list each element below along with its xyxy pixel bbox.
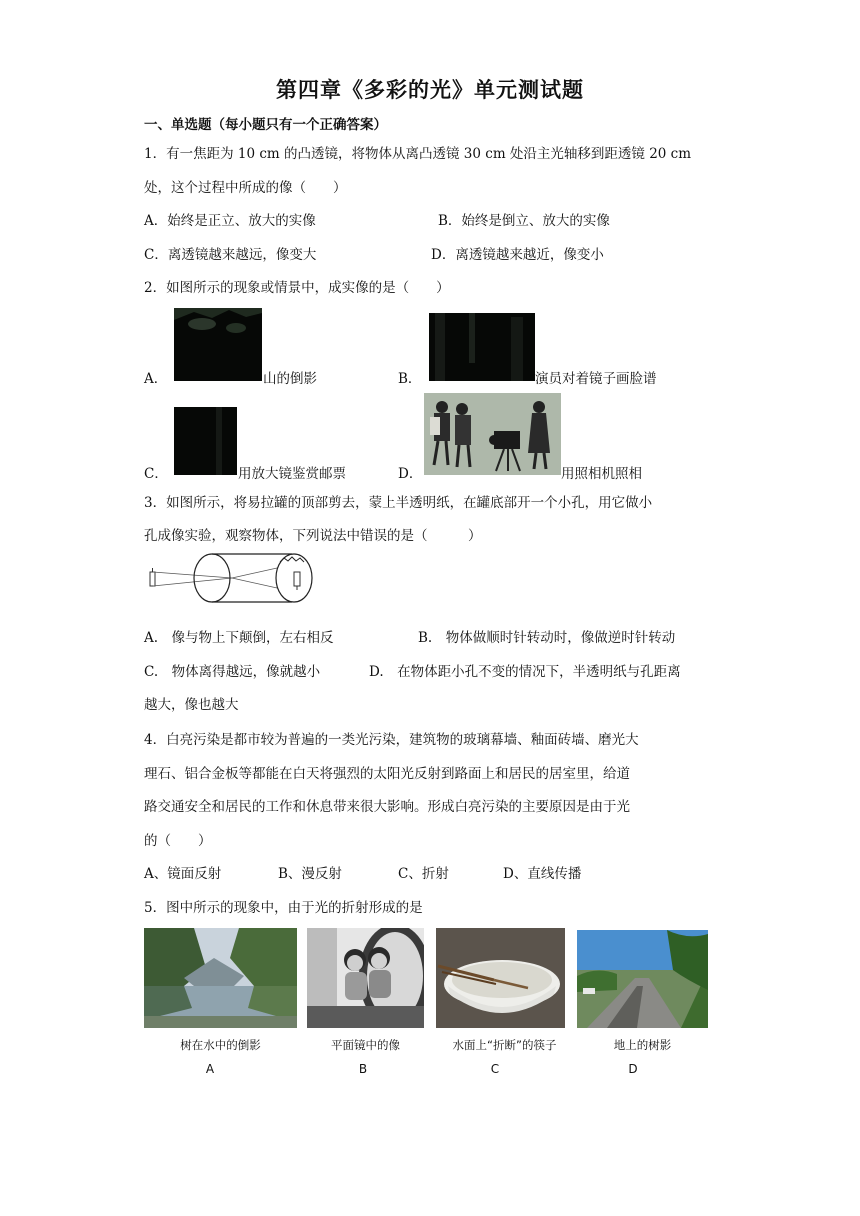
q2-option-a-text: 山的倒影	[263, 371, 317, 387]
q5-caption-b: 平面镜中的像	[331, 1038, 400, 1052]
q5-caption-a: 树在水中的倒影	[180, 1038, 261, 1052]
q2-option-d-letter: D．	[398, 466, 423, 482]
q5-photo-a-tree-reflection	[144, 928, 297, 1028]
q2-option-c-photo-magnifier-stamp	[174, 407, 237, 475]
q5-caption-c: 水面上“折断”的筷子	[452, 1038, 557, 1052]
q2-option-d-text: 用照相机照相	[561, 466, 642, 482]
q5-photo-d-tree-shadows	[577, 930, 708, 1028]
q1-option-a: A．始终是正立、放大的实像	[144, 213, 316, 229]
q2-option-c-letter: C．	[144, 466, 168, 482]
q4-option-d: D、直线传播	[503, 866, 582, 882]
q4-stem-line4: 的（ ）	[144, 833, 212, 849]
q4-stem-line1: 4．白亮污染是都市较为普遍的一类光污染，建筑物的玻璃幕墙、釉面砖墙、磨光大	[144, 732, 639, 748]
q2-option-b-text: 演员对着镜子画脸谱	[535, 371, 657, 387]
q3-stem-line1: 3．如图所示，将易拉罐的顶部剪去，蒙上半透明纸，在罐底部开一个小孔，用它做小	[144, 495, 653, 511]
section-heading: 一、单选题（每小题只有一个正确答案）	[144, 117, 387, 133]
q1-stem-line2: 处，这个过程中所成的像（ ）	[144, 180, 347, 196]
q2-option-b-letter: B．	[398, 371, 422, 387]
q5-option-c-letter: C	[490, 1062, 500, 1076]
q1-option-d: D．离透镜越来越近，像变小	[431, 247, 604, 263]
q3-pinhole-camera-diagram	[144, 552, 316, 604]
q3-option-d-line1: D. 在物体距小孔不变的情况下，半透明纸与孔距离	[369, 664, 681, 680]
q5-option-d-letter: D	[628, 1062, 638, 1076]
q3-option-c: C. 物体离得越远，像就越小	[144, 664, 321, 680]
q1-stem-line1: 1．有一焦距为 10 cm 的凸透镜，将物体从离凸透镜 30 cm 处沿主光轴移到距透镜 20 cm	[144, 146, 692, 162]
q2-stem: 2．如图所示的现象或情景中，成实像的是（ ）	[144, 280, 450, 296]
q5-photo-b-mirror-image	[307, 928, 424, 1028]
q3-option-b: B. 物体做顺时针转动时，像做逆时针转动	[418, 630, 676, 646]
q1-option-c: C．离透镜越来越远，像变大	[144, 247, 317, 263]
q4-stem-line3: 路交通安全和居民的工作和休息带来很大影响。形成白亮污染的主要原因是由于光	[144, 799, 630, 815]
q2-option-a-photo-mountain-reflection	[174, 308, 262, 381]
q3-stem-line2: 孔成像实验，观察物体，下列说法中错误的是（ ）	[144, 528, 482, 544]
q4-option-a: A、镜面反射	[144, 866, 222, 882]
q2-option-a-letter: A．	[144, 371, 168, 387]
q4-option-c: C、折射	[398, 866, 449, 882]
q2-option-b-photo-mirror-makeup	[429, 313, 535, 381]
q5-caption-d: 地上的树影	[613, 1038, 672, 1052]
q4-stem-line2: 理石、铝合金板等都能在白天将强烈的太阳光反射到路面上和居民的居室里，给道	[144, 766, 630, 782]
q1-option-b: B．始终是倒立、放大的实像	[438, 213, 610, 229]
q4-option-b: B、漫反射	[278, 866, 342, 882]
q2-option-c-text: 用放大镜鉴赏邮票	[238, 466, 346, 482]
q5-option-b-letter: B	[358, 1062, 368, 1076]
q2-option-d-photo-camera	[424, 393, 561, 475]
q5-photo-c-bent-chopsticks	[436, 928, 565, 1028]
q3-option-a: A. 像与物上下颠倒，左右相反	[144, 630, 334, 646]
q5-stem: 5．图中所示的现象中，由于光的折射形成的是	[144, 900, 423, 916]
q5-option-a-letter: A	[205, 1062, 215, 1076]
q3-option-d-line2: 越大，像也越大	[144, 697, 239, 713]
page-title: 第四章《多彩的光》单元测试题	[276, 78, 584, 102]
